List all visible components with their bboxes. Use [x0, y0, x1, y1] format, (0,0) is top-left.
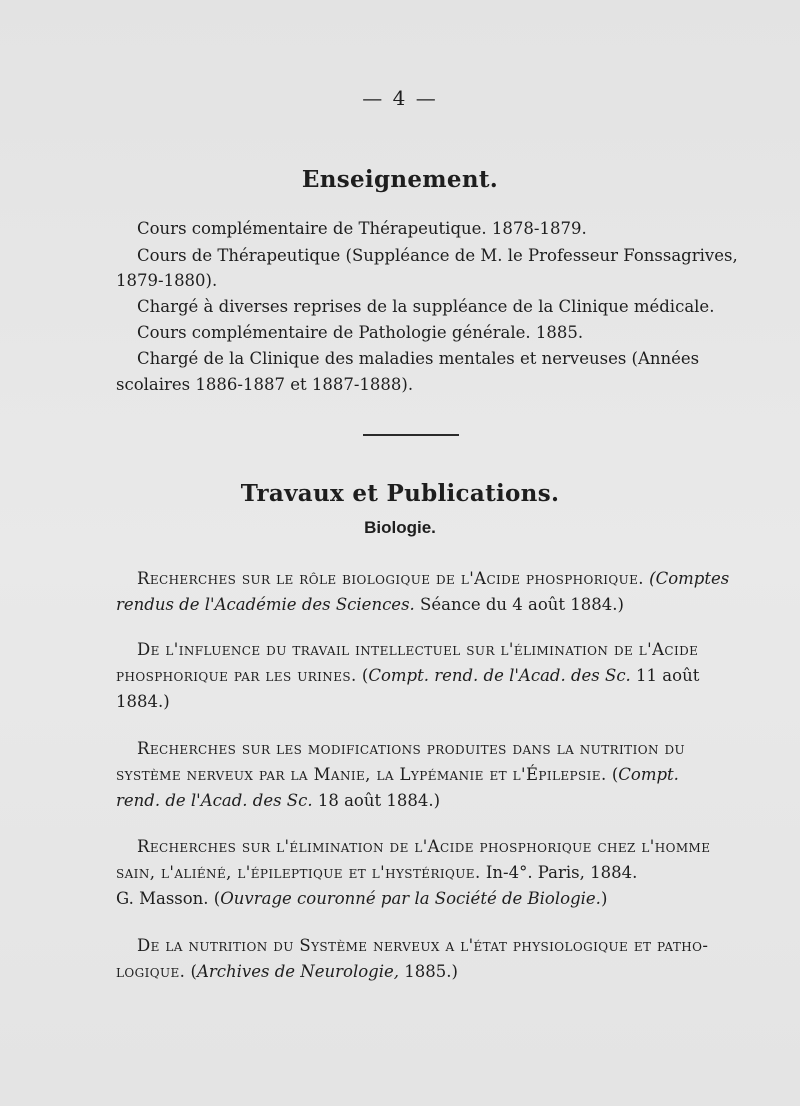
- entry-title: Recherches sur les modifications produites dans la nutrition du: [137, 739, 686, 758]
- entry-title: De la nutrition du Système nerveux a l'état physiologique et patho-: [137, 936, 709, 955]
- entry-source: Ouvrage couronné par la Société de Biologie.: [220, 889, 601, 908]
- entry-date: 11 août: [630, 666, 700, 685]
- entry-date: 1885.): [399, 962, 458, 981]
- page-number: — 4 —: [362, 86, 438, 110]
- entry-title: système nerveux par la Manie, la Lypémanie et l'Épilepsie.: [116, 765, 607, 784]
- entry-line: [116, 865, 637, 882]
- entry-source: Archives de Neurologie,: [196, 962, 400, 981]
- section-title-enseignement: Enseignement.: [301, 166, 499, 193]
- entry-line: [137, 839, 710, 856]
- entry-title: phosphorique par les urines.: [116, 666, 357, 685]
- entry-line: [116, 793, 440, 810]
- enseignement-line: 1879-1880).: [116, 271, 218, 290]
- entry-title: De l'influence du travail intellectuel sur l'élimination de l'Acide: [137, 640, 699, 659]
- subsection-title-biologie: Biologie.: [364, 518, 436, 537]
- entry-line: [137, 938, 708, 955]
- entry-line: 1884.): [116, 692, 170, 711]
- entry-source: rendus de l'Académie des Sciences.: [116, 595, 415, 614]
- entry-publisher: G. Masson. (: [116, 889, 221, 908]
- entry-line: [137, 642, 698, 659]
- enseignement-line: Chargé de la Clinique des maladies mentales et nerveuses (Années: [137, 349, 700, 368]
- entry-source: Compt. rend. de l'Acad. des Sc.: [368, 666, 631, 685]
- entry-line: [116, 668, 699, 685]
- entry-punct: (: [606, 765, 619, 784]
- entry-title: sain, l'aliéné, l'épileptique et l'hystérique.: [116, 863, 481, 882]
- entry-line: [116, 964, 458, 981]
- entry-date: In-4°. Paris, 1884.: [480, 863, 638, 882]
- entry-punct: (: [185, 962, 197, 981]
- entry-line: [137, 741, 685, 758]
- section-title-travaux: Travaux et Publications.: [240, 480, 560, 507]
- entry-date: 18 août 1884.): [312, 791, 441, 810]
- entry-source: Compt.: [618, 765, 679, 784]
- entry-title: logique.: [116, 962, 186, 981]
- enseignement-line: Chargé à diverses reprises de la suppléance de la Clinique médicale.: [137, 297, 715, 316]
- entry-title: Recherches sur le rôle biologique de l'Acide phosphorique.: [137, 569, 644, 588]
- entry-line: [137, 571, 729, 588]
- enseignement-line: Cours complémentaire de Pathologie générale. 1885.: [137, 323, 584, 342]
- enseignement-line: scolaires 1886-1887 et 1887-1888).: [116, 375, 414, 394]
- entry-source: rend. de l'Acad. des Sc.: [116, 791, 313, 810]
- entry-punct: ): [600, 889, 608, 908]
- entry-line: [116, 891, 607, 908]
- entry-source: (Comptes: [643, 569, 730, 588]
- section-divider: [363, 434, 459, 436]
- entry-line: [116, 597, 624, 614]
- entry-title: Recherches sur l'élimination de l'Acide phosphorique chez l'homme: [137, 837, 711, 856]
- entry-line: [116, 767, 679, 784]
- entry-punct: (: [356, 666, 369, 685]
- enseignement-line: Cours de Thérapeutique (Suppléance de M. le Professeur Fonssagrives,: [137, 246, 738, 265]
- entry-date: Séance du 4 août 1884.): [414, 595, 624, 614]
- enseignement-line: Cours complémentaire de Thérapeutique. 1878-1879.: [137, 219, 587, 238]
